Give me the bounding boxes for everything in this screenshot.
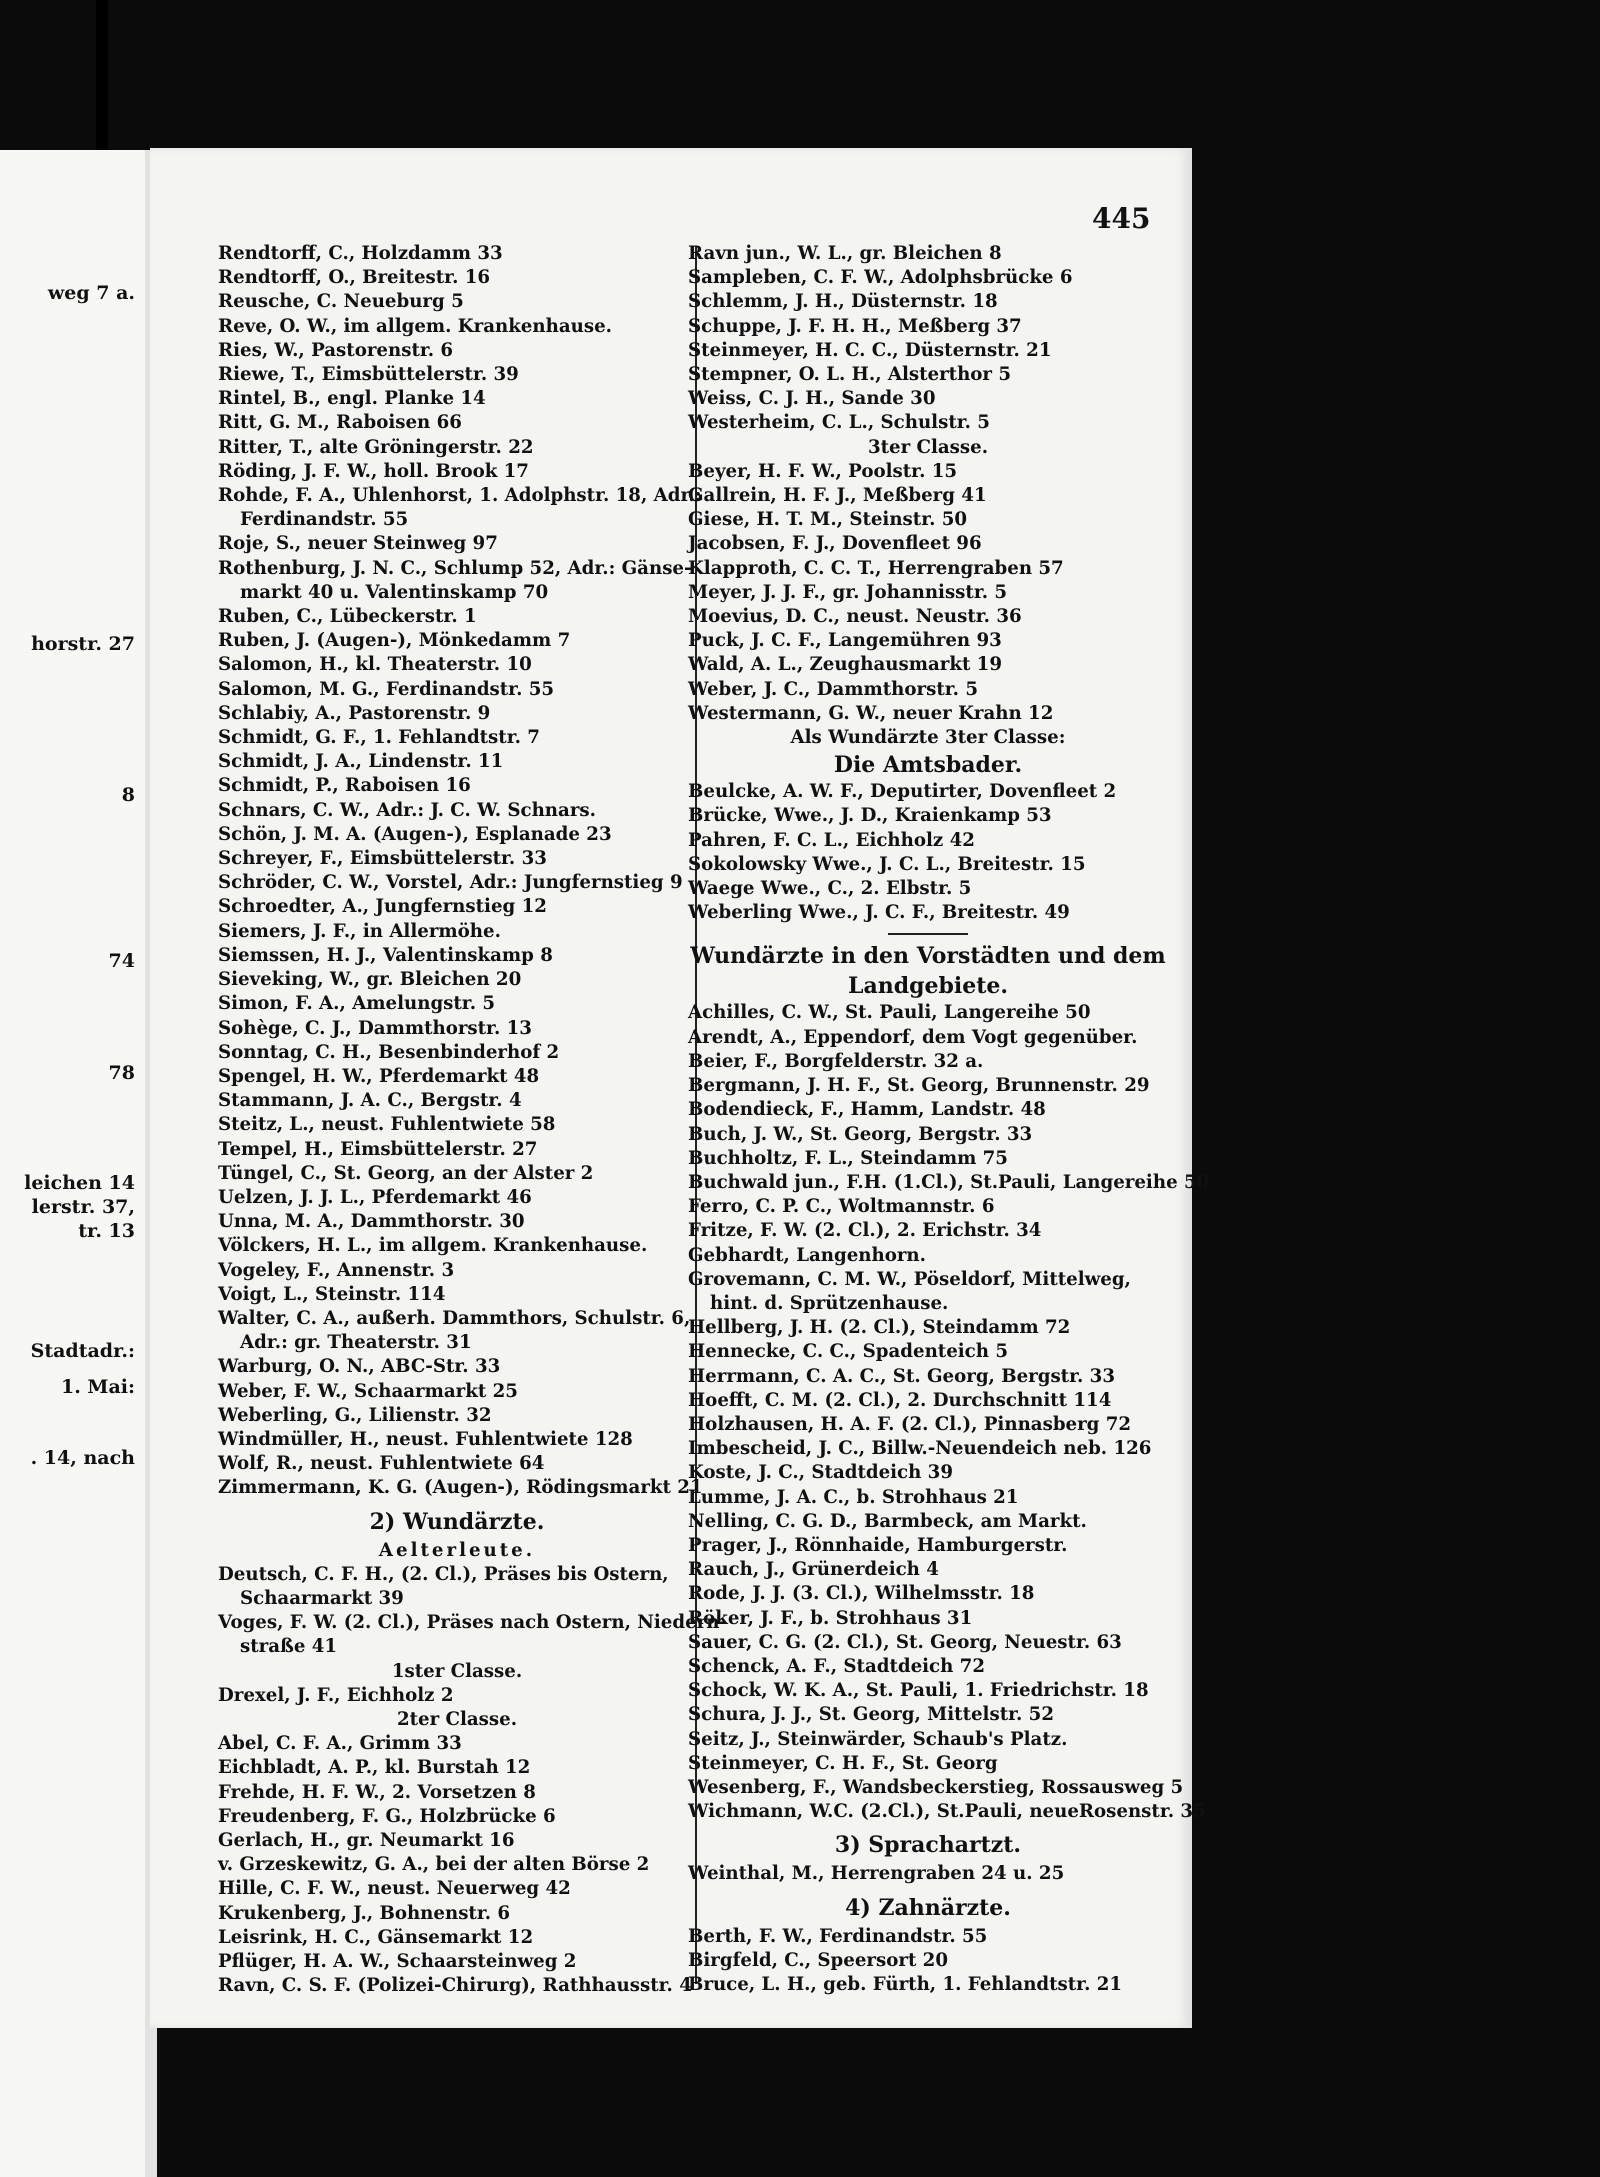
directory-entry: Rauch, J., Grünerdeich 4 <box>688 1559 939 1581</box>
class-heading: 1ster Classe. <box>391 1660 523 1682</box>
directory-entry: Grovemann, C. M. W., Pöseldorf, Mittelweg, <box>688 1268 1131 1290</box>
directory-entry: Spengel, H. W., Pferdemarkt 48 <box>218 1065 540 1087</box>
group-heading: Wundärzte in den Vorstädten und dem <box>690 943 1166 970</box>
entry-continuation: straße 41 <box>240 1636 338 1658</box>
directory-entry: Gebhardt, Langenhorn. <box>688 1244 926 1266</box>
directory-entry: Westermann, G. W., neuer Krahn 12 <box>688 702 1054 724</box>
directory-entry: Voigt, L., Steinstr. 114 <box>218 1283 446 1305</box>
previous-page-fragment: tr. 13 <box>78 1220 135 1242</box>
directory-entry: Weberling Wwe., J. C. F., Breitestr. 49 <box>688 902 1070 924</box>
directory-entry: Sampleben, C. F. W., Adolphsbrücke 6 <box>688 267 1073 289</box>
directory-entry: Freudenberg, F. G., Holzbrücke 6 <box>218 1805 556 1827</box>
directory-entry: Schmidt, G. F., 1. Fehlandtstr. 7 <box>218 727 540 749</box>
entry-continuation: Ferdinandstr. 55 <box>240 509 409 531</box>
directory-entry: Krukenberg, J., Bohnenstr. 6 <box>218 1902 511 1924</box>
directory-entry: Ries, W., Pastorenstr. 6 <box>218 339 454 361</box>
directory-entry: Puck, J. C. F., Langemühren 93 <box>688 630 1002 652</box>
directory-entry: Wichmann, W.C. (2.Cl.), St.Pauli, neueRosenstr. 35 <box>688 1801 1206 1823</box>
directory-entry: Ruben, C., Lübeckerstr. 1 <box>218 606 477 628</box>
directory-entry: Moevius, D. C., neust. Neustr. 36 <box>688 606 1022 628</box>
directory-entry: Ritt, G. M., Raboisen 66 <box>218 412 462 434</box>
directory-entry: Arendt, A., Eppendorf, dem Vogt gegenüber. <box>688 1026 1138 1048</box>
directory-entry: Westerheim, C. L., Schulstr. 5 <box>688 412 990 434</box>
directory-entry: Rintel, B., engl. Planke 14 <box>218 388 486 410</box>
directory-entry: Hoefft, C. M. (2. Cl.), 2. Durchschnitt 114 <box>688 1389 1112 1411</box>
directory-entry: Warburg, O. N., ABC-Str. 33 <box>218 1356 501 1378</box>
directory-entry: Ferro, C. P. C., Woltmannstr. 6 <box>688 1196 995 1218</box>
directory-entry: Schroedter, A., Jungfernstieg 12 <box>218 896 547 918</box>
directory-entry: Rendtorff, O., Breitestr. 16 <box>218 267 491 289</box>
directory-entry: Berth, F. W., Ferdinandstr. 55 <box>688 1925 988 1947</box>
directory-entry: Windmüller, H., neust. Fuhlentwiete 128 <box>218 1428 633 1450</box>
directory-entry: Schock, W. K. A., St. Pauli, 1. Friedrichstr. 18 <box>688 1680 1149 1702</box>
directory-entry: Schnars, C. W., Adr.: J. C. W. Schnars. <box>218 799 596 821</box>
directory-entry: Pflüger, H. A. W., Schaarsteinweg 2 <box>218 1951 577 1973</box>
directory-entry: v. Grzeskewitz, G. A., bei der alten Börse 2 <box>218 1854 650 1876</box>
directory-entry: Stempner, O. L. H., Alsterthor 5 <box>688 364 1011 386</box>
directory-entry: Bruce, L. H., geb. Fürth, 1. Fehlandtstr. 21 <box>688 1974 1123 1995</box>
directory-entry: Salomon, M. G., Ferdinandstr. 55 <box>218 678 555 700</box>
directory-entry: Riewe, T., Eimsbüttelerstr. 39 <box>218 364 519 386</box>
directory-entry: Seitz, J., Steinwärder, Schaub's Platz. <box>688 1728 1068 1750</box>
group-heading: Die Amtsbader. <box>833 752 1023 779</box>
directory-entry: Gerlach, H., gr. Neumarkt 16 <box>218 1830 515 1851</box>
entry-continuation: Schaarmarkt 39 <box>240 1587 404 1609</box>
directory-entry: Birgfeld, C., Speersort 20 <box>688 1949 948 1971</box>
directory-entry: Buch, J. W., St. Georg, Bergstr. 33 <box>688 1123 1033 1145</box>
directory-entry: Schön, J. M. A. (Augen-), Esplanade 23 <box>218 823 612 845</box>
directory-entry: Rothenburg, J. N. C., Schlump 52, Adr.: Gänse- <box>218 557 692 579</box>
previous-page-fragment: weg 7 a. <box>47 282 135 304</box>
directory-entry: Hille, C. F. W., neust. Neuerweg 42 <box>218 1878 571 1900</box>
class-heading: 3ter Classe. <box>867 436 989 458</box>
previous-page-fragment: 1. Mai: <box>60 1376 135 1398</box>
directory-entry: Schlabiy, A., Pastorenstr. 9 <box>218 702 491 724</box>
directory-entry: Beyer, H. F. W., Poolstr. 15 <box>688 460 958 482</box>
directory-entry: Schenck, A. F., Stadtdeich 72 <box>688 1655 985 1677</box>
directory-entry: Lumme, J. A. C., b. Strohhaus 21 <box>688 1486 1019 1508</box>
directory-entry: Jacobsen, F. J., Dovenfleet 96 <box>688 533 982 555</box>
directory-entry: Rendtorff, C., Holzdamm 33 <box>218 243 503 264</box>
directory-entry: Sohège, C. J., Dammthorstr. 13 <box>218 1017 532 1039</box>
directory-entry: Imbescheid, J. C., Billw.-Neuendeich neb. 126 <box>688 1438 1152 1460</box>
directory-entry: Walter, C. A., außerh. Dammthors, Schulstr. 6, <box>218 1307 691 1329</box>
group-heading: Landgebiete. <box>847 973 1009 1000</box>
directory-entry: Reusche, C. Neueburg 5 <box>218 291 464 313</box>
directory-entry: Vogeley, F., Annenstr. 3 <box>218 1259 455 1281</box>
directory-entry: Gallrein, H. F. J., Meßberg 41 <box>688 485 987 507</box>
directory-entry: Unna, M. A., Dammthorstr. 30 <box>218 1211 525 1233</box>
directory-entry: Weiss, C. J. H., Sande 30 <box>688 388 936 410</box>
directory-entry: Hellberg, J. H. (2. Cl.), Steindamm 72 <box>688 1317 1071 1339</box>
right-column <box>688 242 1210 1997</box>
directory-entry: Stammann, J. A. C., Bergstr. 4 <box>218 1090 522 1112</box>
directory-entry: Simon, F. A., Amelungstr. 5 <box>218 993 496 1015</box>
directory-entry: Uelzen, J. J. L., Pferdemarkt 46 <box>218 1186 532 1208</box>
directory-entry: Eichbladt, A. P., kl. Burstah 12 <box>218 1757 531 1779</box>
previous-page-fragment: horstr. 27 <box>31 633 135 655</box>
entry-continuation: markt 40 u. Valentinskamp 70 <box>240 581 549 603</box>
section-heading: 2) Wundärzte. <box>369 1508 545 1535</box>
entry-continuation: hint. d. Sprützenhause. <box>710 1292 949 1314</box>
directory-entry: Tüngel, C., St. Georg, an der Alster 2 <box>218 1162 594 1184</box>
directory-entry: Ruben, J. (Augen-), Mönkedamm 7 <box>218 630 571 652</box>
directory-entry: Buchholtz, F. L., Steindamm 75 <box>688 1147 1008 1169</box>
directory-entry: Reve, O. W., im allgem. Krankenhause. <box>218 315 612 337</box>
directory-entry: Fritze, F. W. (2. Cl.), 2. Erichstr. 34 <box>688 1220 1042 1242</box>
directory-entry: Koste, J. C., Stadtdeich 39 <box>688 1462 953 1484</box>
directory-entry: Rohde, F. A., Uhlenhorst, 1. Adolphstr. 18, Adr.: <box>218 485 702 507</box>
directory-entry: Sokolowsky Wwe., J. C. L., Breitestr. 15 <box>688 853 1086 875</box>
directory-entry: Bodendieck, F., Hamm, Landstr. 48 <box>688 1099 1046 1121</box>
previous-page-fragment: 74 <box>108 950 135 972</box>
previous-page-fragment: 8 <box>121 784 135 806</box>
directory-entry: Salomon, H., kl. Theaterstr. 10 <box>218 654 532 676</box>
directory-entry: Giese, H. T. M., Steinstr. 50 <box>688 509 968 531</box>
directory-entry: Wald, A. L., Zeughausmarkt 19 <box>688 654 1002 676</box>
directory-entry: Weber, J. C., Dammthorstr. 5 <box>688 678 978 700</box>
directory-entry: Steinmeyer, H. C. C., Düsternstr. 21 <box>688 339 1052 361</box>
directory-entry: Schlemm, J. H., Düsternstr. 18 <box>688 291 998 313</box>
directory-entry: Beier, F., Borgfelderstr. 32 a. <box>688 1050 984 1072</box>
directory-entry: Sauer, C. G. (2. Cl.), St. Georg, Neuestr. 63 <box>688 1631 1122 1653</box>
previous-page-fragment: . 14, nach <box>30 1447 135 1469</box>
directory-entry: Frehde, H. F. W., 2. Vorsetzen 8 <box>218 1781 536 1803</box>
directory-entry: Weberling, G., Lilienstr. 32 <box>218 1404 492 1426</box>
directory-entry: Leisrink, H. C., Gänsemarkt 12 <box>218 1926 534 1948</box>
directory-entry: Waege Wwe., C., 2. Elbstr. 5 <box>688 878 972 900</box>
previous-page-fragment: 78 <box>108 1062 135 1084</box>
page-number: 445 <box>1092 202 1151 235</box>
directory-entry: Meyer, J. J. F., gr. Johannisstr. 5 <box>688 581 1008 603</box>
previous-page-fragment: Stadtadr.: <box>30 1340 135 1362</box>
binding-edge <box>96 0 108 160</box>
directory-entry: Rode, J. J. (3. Cl.), Wilhelmsstr. 18 <box>688 1583 1035 1605</box>
directory-entry: Prager, J., Rönnhaide, Hamburgerstr. <box>688 1534 1068 1556</box>
directory-entry: Achilles, C. W., St. Pauli, Langereihe 50 <box>688 1002 1091 1024</box>
directory-entry: Holzhausen, H. A. F. (2. Cl.), Pinnasberg 72 <box>688 1413 1132 1435</box>
directory-entry: Hennecke, C. C., Spadenteich 5 <box>688 1341 1008 1363</box>
directory-entry: Siemers, J. F., in Allermöhe. <box>218 920 501 942</box>
directory-entry: Steinmeyer, C. H. F., St. Georg <box>688 1752 998 1774</box>
directory-entry: Völckers, H. L., im allgem. Krankenhause. <box>218 1235 648 1257</box>
section-heading: 3) Sprachartzt. <box>834 1832 1022 1859</box>
directory-entry: Schuppe, J. F. H. H., Meßberg 37 <box>688 315 1022 337</box>
previous-page-fragment: lerstr. 37, <box>31 1196 135 1218</box>
directory-entry: Tempel, H., Eimsbüttelerstr. 27 <box>218 1138 538 1160</box>
left-page-edge <box>0 150 145 2177</box>
directory-entry: Schmidt, J. A., Lindenstr. 11 <box>218 751 504 773</box>
directory-entry: Drexel, J. F., Eichholz 2 <box>218 1684 454 1706</box>
directory-entry: Bergmann, J. H. F., St. Georg, Brunnenstr. 29 <box>688 1075 1150 1097</box>
directory-entry: Weinthal, M., Herrengraben 24 u. 25 <box>688 1863 1065 1885</box>
class-heading: 2ter Classe. <box>396 1708 518 1730</box>
sub-heading: Aelterleute. <box>378 1539 536 1561</box>
directory-entry: Ravn jun., W. L., gr. Bleichen 8 <box>688 243 1002 264</box>
directory-entry: Wesenberg, F., Wandsbeckerstieg, Rossausweg 5 <box>688 1776 1184 1798</box>
previous-page-fragment: leichen 14 <box>24 1172 135 1194</box>
directory-entry: Röker, J. F., b. Strohhaus 31 <box>688 1607 973 1629</box>
section-heading: 4) Zahnärzte. <box>845 1894 1011 1921</box>
directory-entry: Buchwald jun., F.H. (1.Cl.), St.Pauli, Langereihe 50 <box>688 1171 1210 1193</box>
entry-continuation: Adr.: gr. Theaterstr. 31 <box>240 1332 472 1354</box>
directory-entry: Brücke, Wwe., J. D., Kraienkamp 53 <box>688 805 1052 827</box>
directory-entry: Sieveking, W., gr. Bleichen 20 <box>218 969 522 991</box>
directory-entry: Roje, S., neuer Steinweg 97 <box>218 533 498 555</box>
separator-rule <box>888 933 968 935</box>
directory-entry: Ravn, C. S. F. (Polizei-Chirurg), Rathhausstr. 4 <box>218 1975 692 1997</box>
directory-entry: Zimmermann, K. G. (Augen-), Rödingsmarkt 21 <box>218 1477 703 1499</box>
left-column <box>218 242 728 1998</box>
directory-entry: Schmidt, P., Raboisen 16 <box>218 775 471 797</box>
directory-entry: Beulcke, A. W. F., Deputirter, Dovenfleet 2 <box>688 781 1117 803</box>
directory-entry: Pahren, F. C. L., Eichholz 42 <box>688 829 975 851</box>
directory-entry: Voges, F. W. (2. Cl.), Präses nach Ostern, Niedern- <box>218 1612 728 1634</box>
directory-entry: Schröder, C. W., Vorstel, Adr.: Jungfernstieg 9 <box>218 872 683 894</box>
directory-entry: Wolf, R., neust. Fuhlentwiete 64 <box>218 1453 545 1475</box>
directory-entry: Ritter, T., alte Gröningerstr. 22 <box>218 436 534 458</box>
directory-entry: Deutsch, C. F. H., (2. Cl.), Präses bis Ostern, <box>218 1563 669 1585</box>
directory-entry: Weber, F. W., Schaarmarkt 25 <box>218 1380 518 1402</box>
directory-entry: Schreyer, F., Eimsbüttelerstr. 33 <box>218 848 547 870</box>
directory-entry: Siemssen, H. J., Valentinskamp 8 <box>218 944 553 966</box>
directory-entry: Herrmann, C. A. C., St. Georg, Bergstr. 33 <box>688 1365 1115 1387</box>
directory-entry: Nelling, C. G. D., Barmbeck, am Markt. <box>688 1510 1087 1532</box>
directory-entry: Röding, J. F. W., holl. Brook 17 <box>218 460 529 482</box>
directory-entry: Steitz, L., neust. Fuhlentwiete 58 <box>218 1114 556 1136</box>
directory-entry: Schura, J. J., St. Georg, Mittelstr. 52 <box>688 1704 1054 1726</box>
directory-entry: Abel, C. F. A., Grimm 33 <box>218 1733 462 1755</box>
directory-entry: Sonntag, C. H., Besenbinderhof 2 <box>218 1041 560 1063</box>
directory-entry: Klapproth, C. C. T., Herrengraben 57 <box>688 557 1064 579</box>
class-heading: Als Wundärzte 3ter Classe: <box>790 727 1066 749</box>
